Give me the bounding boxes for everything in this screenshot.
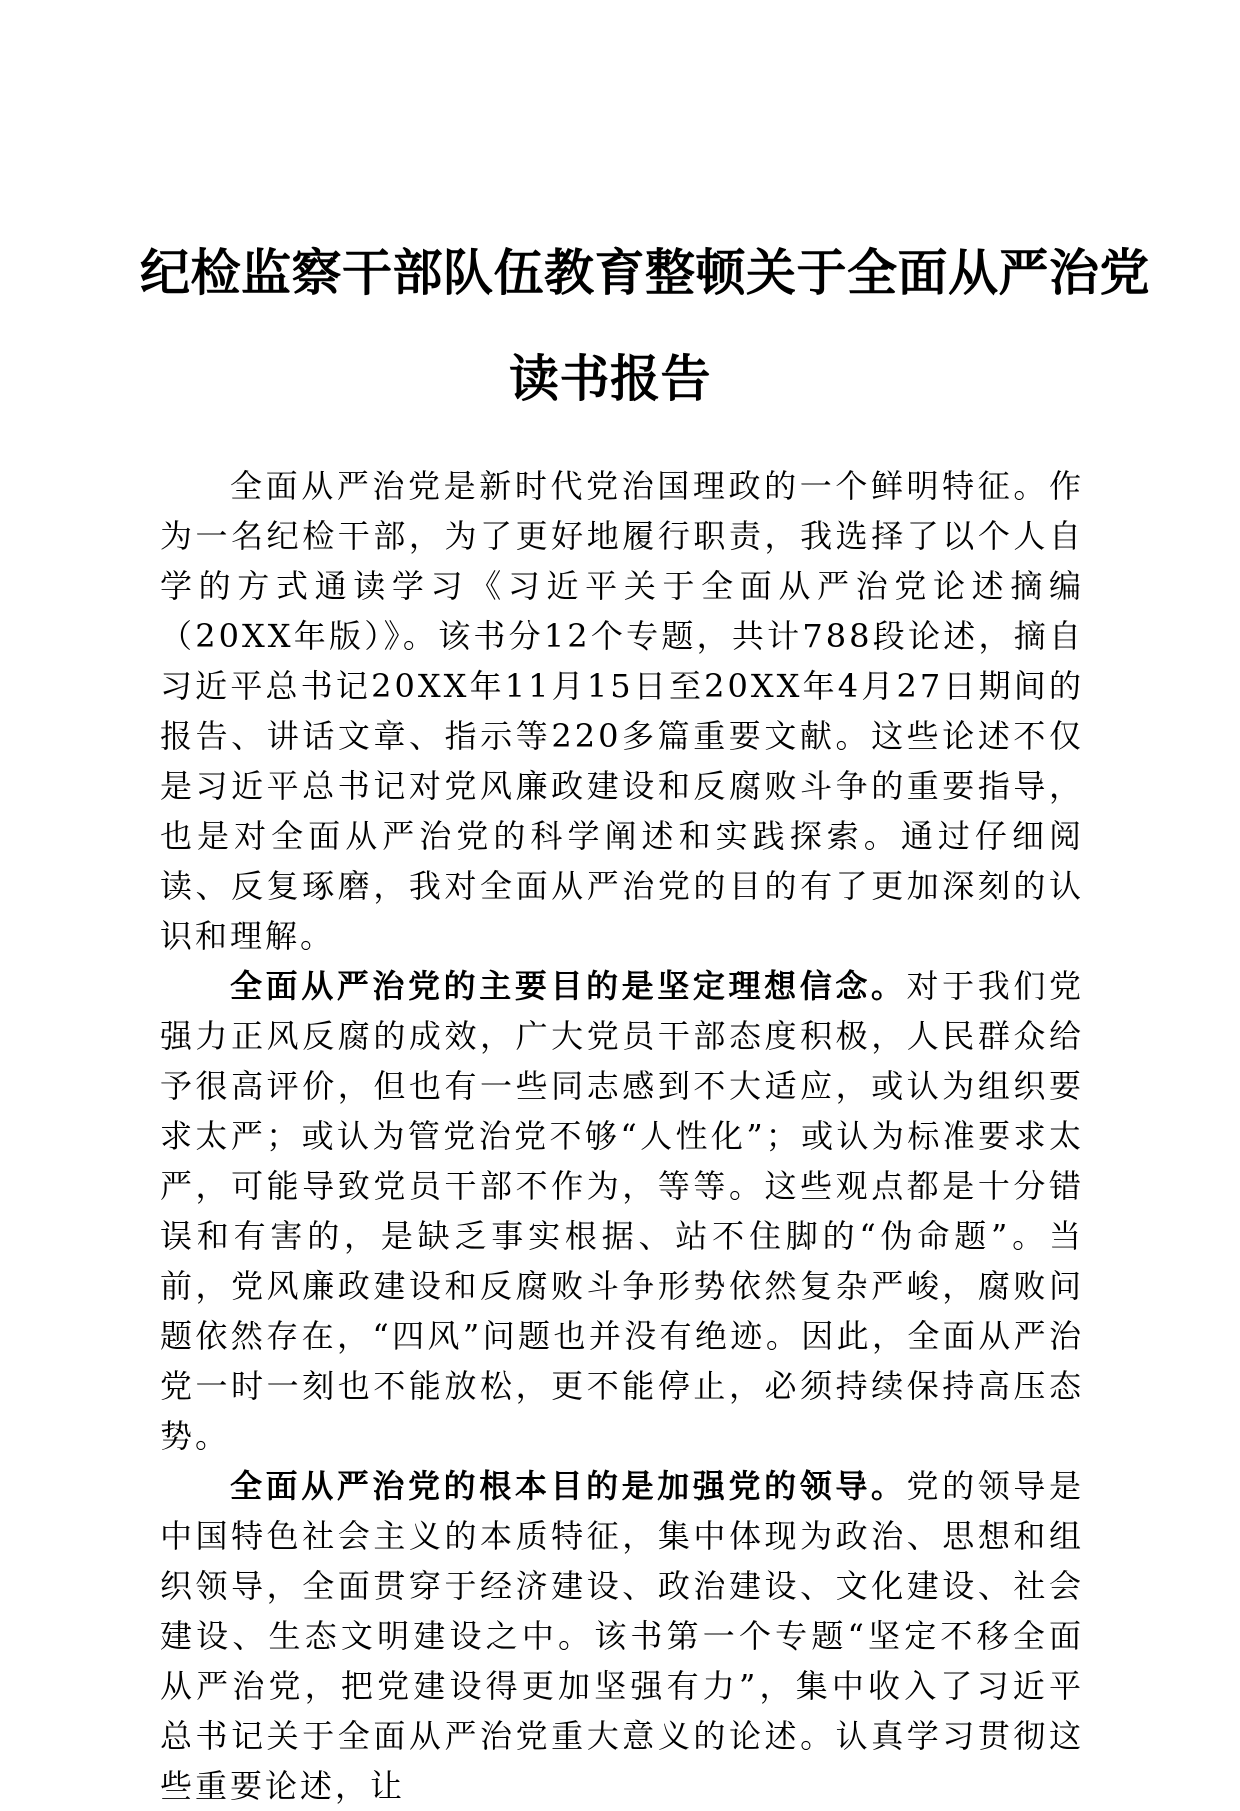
paragraph-text: 党的领导是中国特色社会主义的本质特征，集中体现为政治、思想和组织领导，全面贯穿于经济建设、政治建设、文化建设、社会建设、生态文明建设之中。该书第一个专题“坚定不移全面从严治党，把党建设得更加坚强有力”，集中收入了习近平总书记关于全面从严治党重大意义的论述。认真学习贯彻这些重要论述，让: [160, 1467, 1084, 1805]
title-line-1: 纪检监察干部队伍教育整顿关于全面从严治党: [140, 243, 1150, 302]
paragraph-text: 全面从严治党是新时代党治国理政的一个鲜明特征。作为一名纪检干部，为了更好地履行职责，我选择了以个人自学的方式通读学习《习近平关于全面从严治党论述摘编（20XX年版）》。该书分12个专题，共计788段论述，摘自习近平总书记20XX年11月15日至20XX年4月27日期间的报告、讲话文章、指示等220多篇重要文献。这些论述不仅是习近平总书记对党风廉政建设和反腐败斗争的重要指导，也是对全面从严治党的科学阐述和实践探索。通过仔细阅读、反复琢磨，我对全面从严治党的目的有了更加深刻的认识和理解。: [160, 467, 1084, 955]
title-line-2: 读书报告: [509, 349, 711, 408]
paragraph-ideals: [160, 961, 1084, 1461]
document-body: [160, 461, 1084, 1811]
paragraph-intro: [160, 461, 1084, 961]
paragraph-lead: 全面从严治党的主要目的是坚定理想信念。: [230, 967, 907, 1005]
paragraph-lead: 全面从严治党的根本目的是加强党的领导。: [230, 1467, 907, 1505]
paragraph-text: 对于我们党强力正风反腐的成效，广大党员干部态度积极，人民群众给予很高评价，但也有一些同志感到不大适应，或认为组织要求太严；或认为管党治党不够“人性化”；或认为标准要求太严，可能导致党员干部不作为，等等。这些观点都是十分错误和有害的，是缺乏事实根据、站不住脚的“伪命题”。当前，党风廉政建设和反腐败斗争形势依然复杂严峻，腐败问题依然存在，“四风”问题也并没有绝迹。因此，全面从严治党一时一刻也不能放松，更不能停止，必须持续保持高压态势。: [160, 967, 1084, 1455]
document-title: [140, 220, 1150, 432]
paragraph-leadership: [160, 1461, 1084, 1811]
